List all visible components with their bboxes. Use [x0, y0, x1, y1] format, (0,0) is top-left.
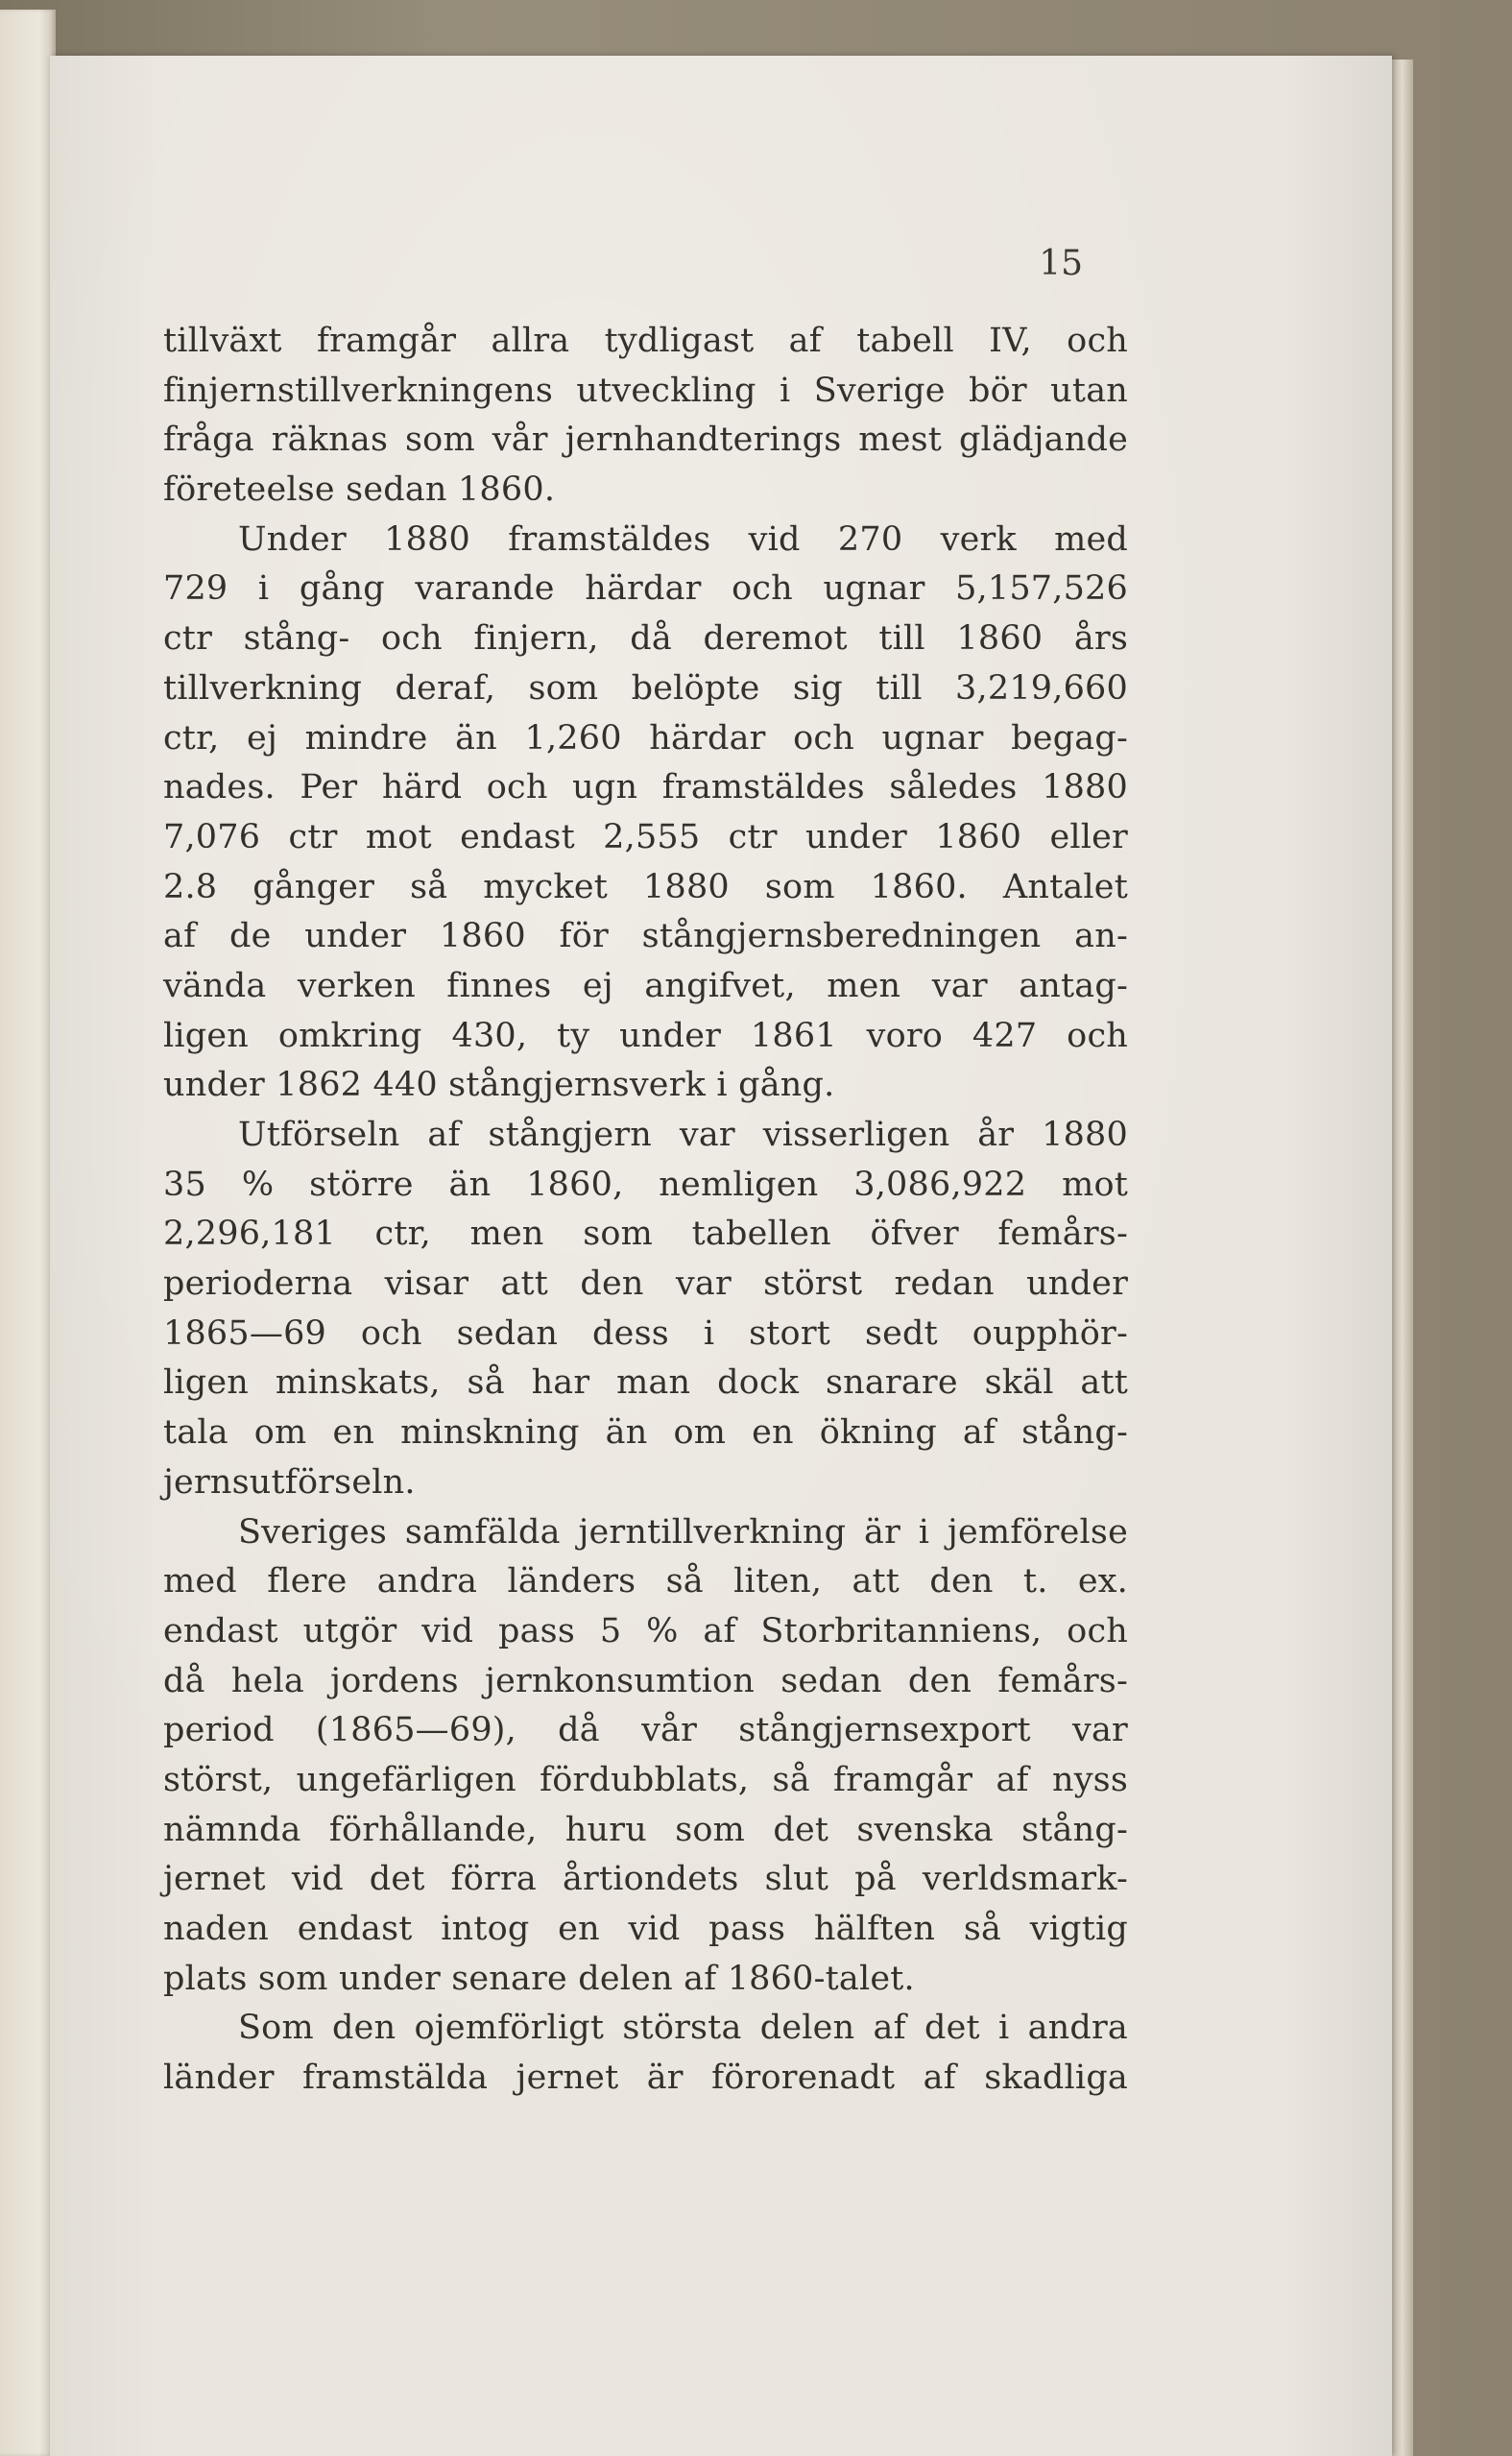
text-line: ligen minskats, så har man dock snarare skäl att: [163, 1363, 1128, 1403]
text-line: tillverkning deraf, som belöpte sig till 3,219,660: [163, 668, 1128, 708]
text-line: Sveriges samfälda jerntillverkning är i jemförelse: [238, 1512, 1128, 1552]
text-line: då hela jordens jernkonsumtion sedan den femårs-: [163, 1661, 1128, 1700]
text-line: ligen omkring 430, ty under 1861 voro 427 och: [163, 1016, 1128, 1055]
text-line: 35 % större än 1860, nemligen 3,086,922 mot: [163, 1165, 1128, 1204]
text-line: under 1862 440 stångjernsverk i gång.: [163, 1066, 835, 1105]
text-line: länder framstälda jernet är förorenadt af skadliga: [163, 2059, 1128, 2098]
right-page-edge: [1392, 60, 1413, 2456]
left-page-edge: [0, 10, 56, 2456]
text-line: period (1865—69), då vår stångjernsexport var: [163, 1711, 1128, 1750]
text-line: företeelse sedan 1860.: [163, 470, 556, 510]
page-number: 15: [1039, 244, 1083, 283]
text-line: finjernstillverkningens utveckling i Sverige bör utan: [163, 371, 1128, 410]
text-line: jernet vid det förra årtiondets slut på verldsmark-: [163, 1860, 1128, 1899]
text-line: af de under 1860 för stångjernsberedningen an-: [163, 917, 1128, 956]
text-line: fråga räknas som vår jernhandterings mest glädjande: [163, 421, 1128, 460]
text-line: plats som under senare delen af 1860-talet.: [163, 1959, 915, 1998]
text-line: 1865—69 och sedan dess i stort sedt oupphör-: [163, 1313, 1128, 1353]
text-line: jernsutförseln.: [163, 1462, 416, 1502]
text-line: endast utgör vid pass 5 % af Storbritanniens, och: [163, 1611, 1128, 1650]
text-line: ctr, ej mindre än 1,260 härdar och ugnar begag-: [163, 718, 1128, 758]
text-line: störst, ungefärligen fördubblats, så framgår af nyss: [163, 1760, 1128, 1799]
text-line: ctr stång- och finjern, då deremot till 1860 års: [163, 619, 1128, 659]
text-line: perioderna visar att den var störst redan under: [163, 1264, 1128, 1304]
text-line: tillväxt framgår allra tydligast af tabell IV, och: [163, 322, 1128, 360]
text-line: naden endast intog en vid pass hälften så vigtig: [163, 1910, 1128, 1948]
text-line: vända verken finnes ej angifvet, men var antag-: [163, 966, 1128, 1005]
text-line: tala om en minskning än om en ökning af stång-: [163, 1413, 1128, 1453]
text-line: Utförseln af stångjern var visserligen år 1880: [238, 1116, 1128, 1154]
body-text: [163, 317, 1128, 2104]
text-line: nades. Per härd och ugn framstäldes således 1880: [163, 768, 1128, 807]
text-line: 7,076 ctr mot endast 2,555 ctr under 1860 eller: [163, 817, 1128, 856]
text-line: 2,296,181 ctr, men som tabellen öfver femårs-: [163, 1215, 1128, 1254]
text-line: med flere andra länders så liten, att den t. ex.: [163, 1562, 1128, 1601]
text-line: 2.8 gånger så mycket 1880 som 1860. Antalet: [163, 867, 1128, 906]
text-line: Som den ojemförligt största delen af det i andra: [238, 2009, 1128, 2048]
text-line: nämnda förhållande, huru som det svenska stång-: [163, 1810, 1128, 1849]
text-line: Under 1880 framstäldes vid 270 verk med: [238, 519, 1128, 559]
text-line: 729 i gång varande härdar och ugnar 5,157,526: [163, 569, 1128, 609]
